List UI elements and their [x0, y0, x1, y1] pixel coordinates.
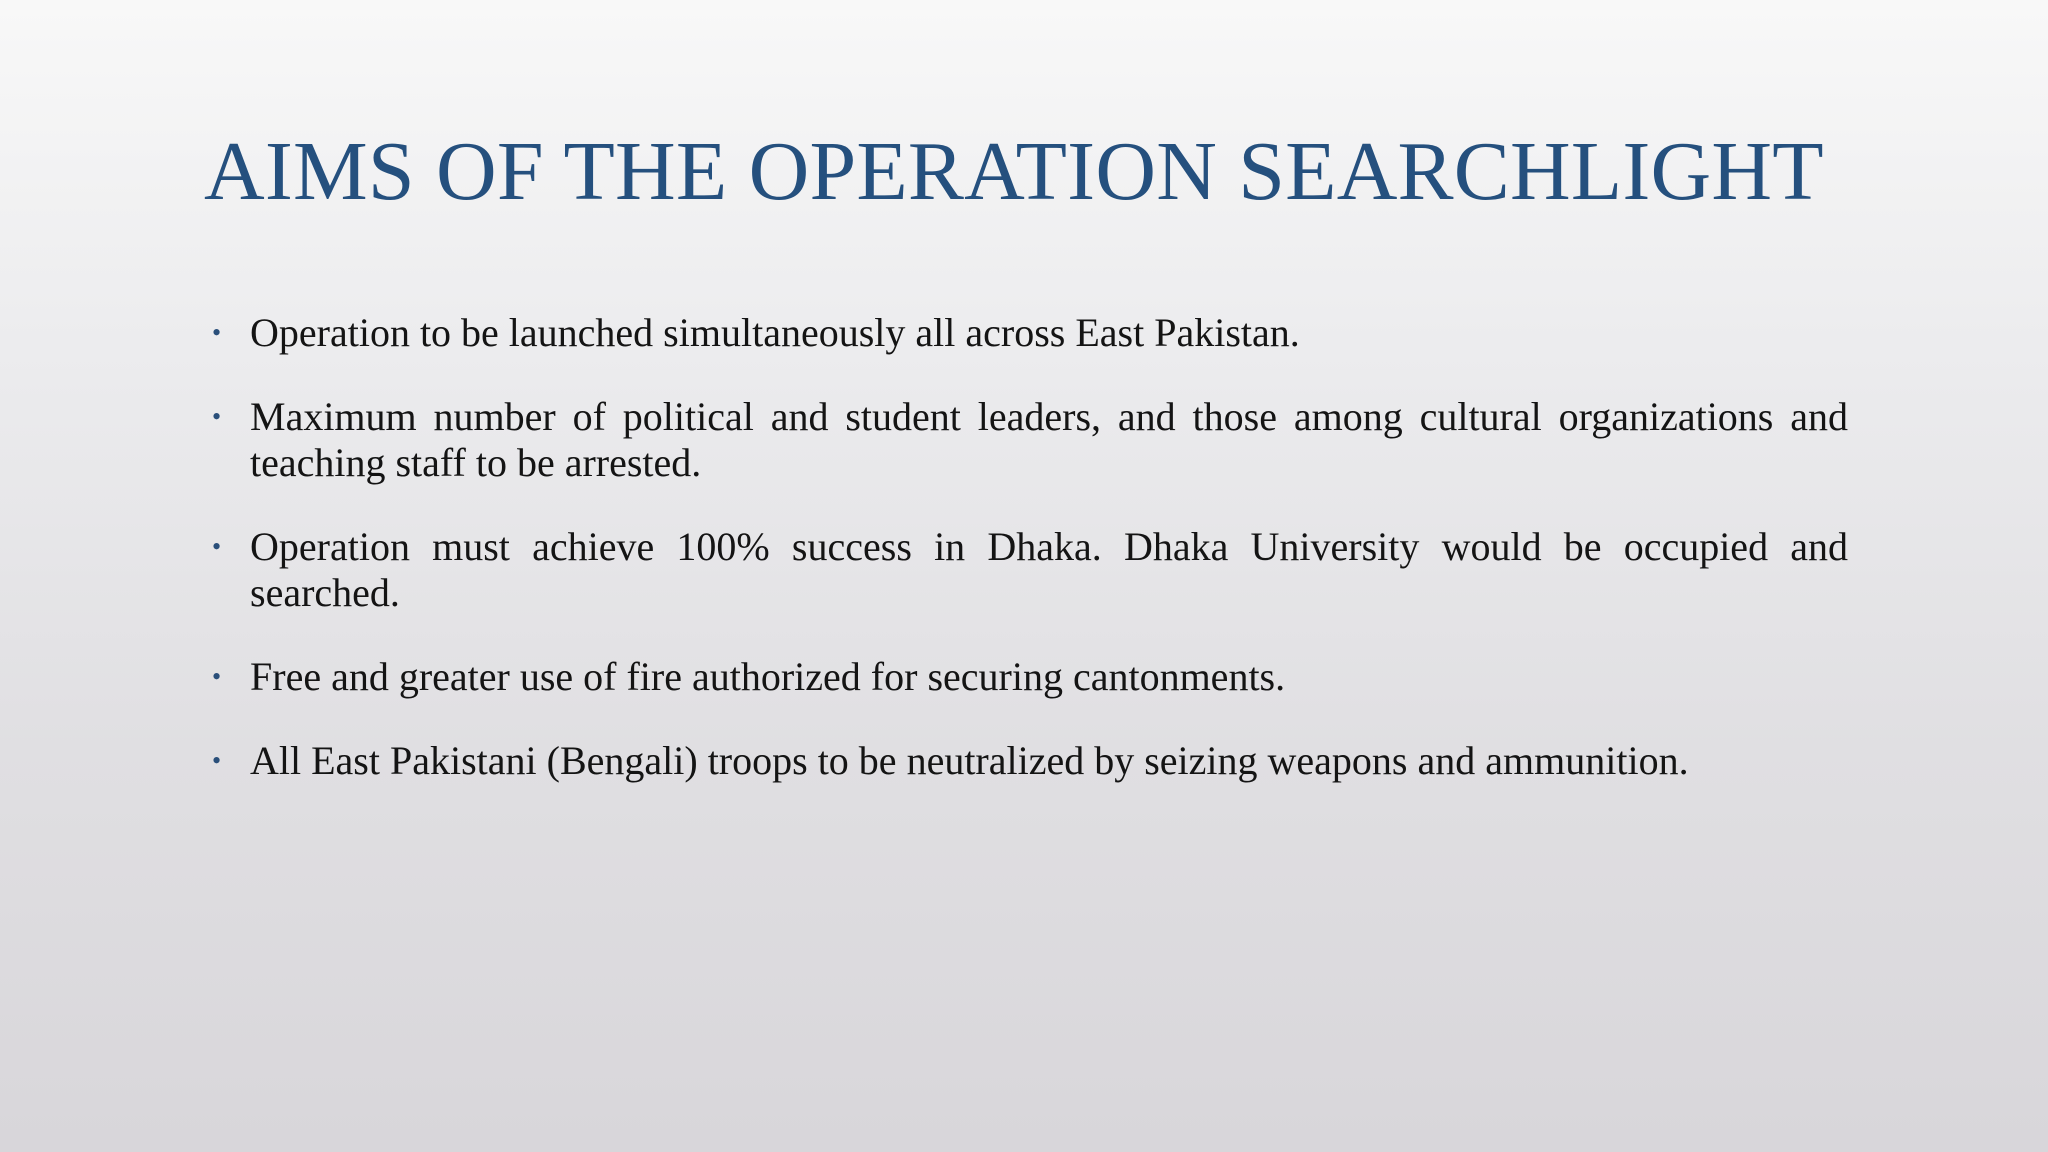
- bullet-icon: •: [212, 746, 222, 775]
- bullet-icon: •: [212, 318, 222, 347]
- bullet-text: Operation to be launched simultaneously all across East Pakistan.: [250, 310, 1300, 355]
- bullet-icon: •: [212, 402, 222, 431]
- slide-title: AIMS OF THE OPERATION SEARCHLIGHT: [204, 125, 1824, 218]
- bullet-icon: •: [212, 662, 222, 691]
- list-item: [204, 654, 1848, 700]
- list-item: [204, 738, 1848, 784]
- list-item: [204, 394, 1848, 486]
- bullet-list: [204, 310, 1848, 822]
- bullet-icon: •: [212, 532, 222, 561]
- bullet-text: Maximum number of political and student leaders, and those among cultural organizations and teaching staff to be arrested.: [250, 394, 1848, 485]
- list-item: [204, 524, 1848, 616]
- bullet-text: All East Pakistani (Bengali) troops to be neutralized by seizing weapons and ammunition.: [250, 738, 1689, 783]
- list-item: [204, 310, 1848, 356]
- bullet-text: Operation must achieve 100% success in Dhaka. Dhaka University would be occupied and searched.: [250, 524, 1848, 615]
- bullet-text: Free and greater use of fire authorized for securing cantonments.: [250, 654, 1286, 699]
